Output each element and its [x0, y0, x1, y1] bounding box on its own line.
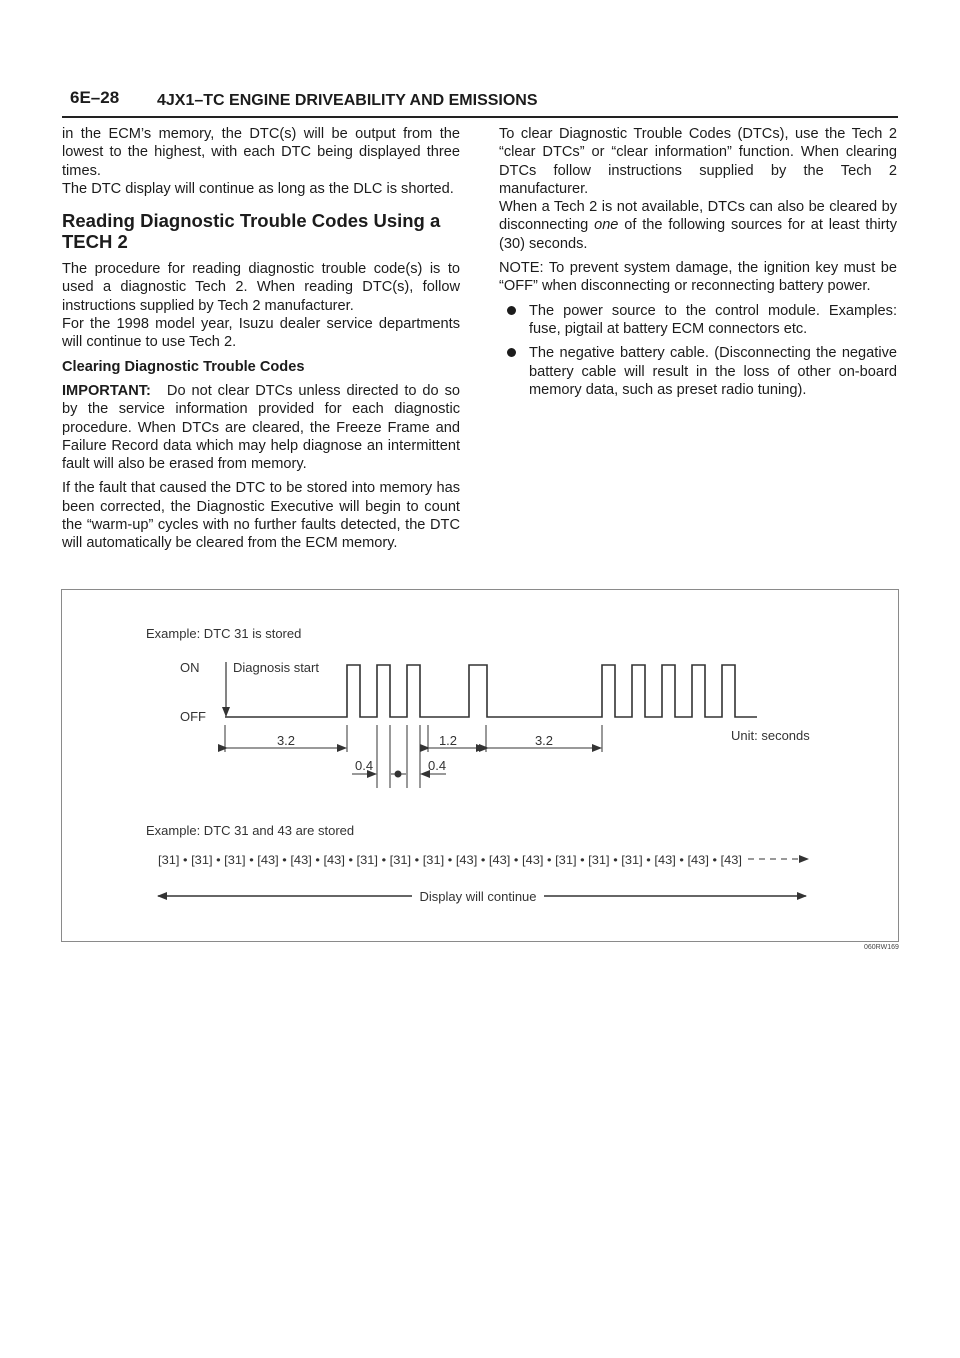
- paragraph: To clear Diagnostic Trouble Codes (DTCs), use the Tech 2 “clear DTCs” or “clear information” function. When clearing DTCs follow instructions supplied by the Tech 2 manufacturer.: [499, 126, 897, 197]
- paragraph: The DTC display will continue as long as the DLC is shorted.: [62, 180, 454, 197]
- dim-label: 1.2: [438, 733, 458, 748]
- dtc-sequence: [31] • [31] • [31] • [43] • [43] • [43] • [31] • [31] • [31] • [43] • [43] • [43] • [31] • [31] • [31] • [43] • [43] • [43]: [158, 853, 742, 867]
- display-continue-label: Display will continue: [419, 889, 537, 904]
- paragraph: The procedure for reading diagnostic trouble code(s) is to used a diagnostic Tech 2. When reading DTC(s), follow instructions supplied by Tech 2 manufacturer.: [62, 261, 460, 314]
- note: NOTE: To prevent system damage, the ignition key must be “OFF” when disconnecting or reconnecting battery power.: [499, 260, 897, 295]
- dim-label: 0.4: [428, 758, 447, 773]
- emphasis: one: [594, 217, 619, 234]
- dtc-timing-figure: [61, 589, 899, 942]
- dim-label: 3.2: [534, 733, 554, 748]
- page-header: [0, 0, 960, 120]
- paragraph: [499, 198, 897, 253]
- off-label: OFF: [180, 709, 206, 724]
- dim-label: 0.4: [355, 758, 374, 773]
- paragraph: For the 1998 model year, Isuzu dealer service departments will continue to use Tech 2.: [62, 316, 460, 351]
- figure-id: 060RW169: [864, 944, 899, 951]
- text-span: of the following sources for at least thirty (30) seconds.: [499, 217, 897, 252]
- bullet-icon: [507, 306, 516, 315]
- section-title: 4JX1–TC ENGINE DRIVEABILITY AND EMISSIONS: [157, 92, 538, 109]
- right-column: [499, 125, 897, 405]
- dim-label: 3.2: [276, 733, 296, 748]
- important-label: IMPORTANT:: [62, 382, 151, 399]
- diagnosis-start-label: Diagnosis start: [233, 660, 319, 675]
- list-item: [499, 344, 897, 399]
- important-note: [62, 382, 460, 473]
- header-rule: [62, 116, 898, 118]
- paragraph: in the ECM’s memory, the DTC(s) will be output from the lowest to the highest, with each DTC being displayed three times.: [62, 126, 460, 179]
- list-item-text: The negative battery cable. (Disconnecting the negative battery cable will result in the loss of other on-board memory data, such as preset radio tuning).: [529, 345, 897, 398]
- paragraph: If the fault that caused the DTC to be stored into memory has been corrected, the Diagnostic Executive will begin to count the “warm-up” cycles with no further faults detected, the DTC will automatically be cleared from the ECM memory.: [62, 480, 460, 552]
- text-span: When a Tech 2 is not available, DTCs can also be cleared by disconnecting: [499, 199, 897, 234]
- page-number: 6E–28: [70, 88, 120, 107]
- example2-label: Example: DTC 31 and 43 are stored: [146, 823, 355, 838]
- timing-diagram: [62, 590, 898, 941]
- bullet-list: [499, 302, 897, 399]
- list-item: [499, 302, 897, 339]
- left-column: [62, 125, 460, 559]
- list-item-text: The power source to the control module. Examples: fuse, pigtail at battery ECM connectors etc.: [529, 302, 897, 337]
- subheading: Clearing Diagnostic Trouble Codes: [62, 358, 305, 375]
- on-label: ON: [180, 660, 200, 675]
- bullet-icon: [507, 348, 516, 357]
- unit-label: Unit: seconds: [731, 728, 810, 743]
- section-heading: Reading Diagnostic Trouble Codes Using a TECH 2: [62, 210, 441, 253]
- example1-label: Example: DTC 31 is stored: [146, 626, 302, 641]
- important-text: Do not clear DTCs unless directed to do so by the service information provided for each diagnostic procedure. When DTCs are cleared, the Freeze Frame and Failure Record data which may help diagnose an intermittent fault will also be erased from memory.: [62, 382, 460, 473]
- dim-dot: [395, 771, 402, 778]
